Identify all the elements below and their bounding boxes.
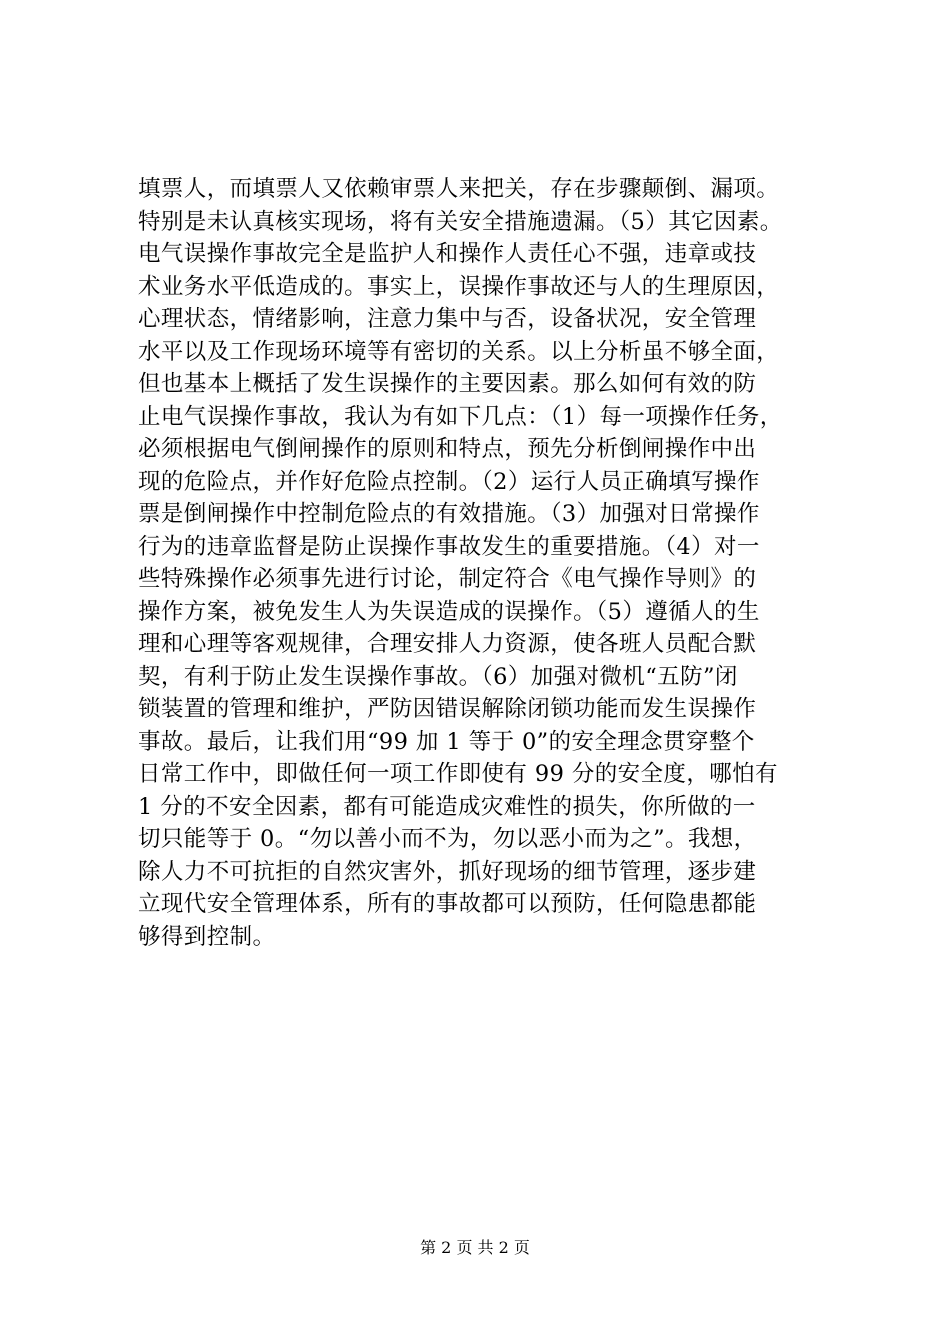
- text-line: 锁装置的管理和维护，严防因错误解除闭锁功能而发生误操作: [138, 696, 757, 722]
- document-body: [138, 173, 838, 953]
- text-line: 切只能等于 0。“勿以善小而不为，勿以恶小而为之”。我想，: [138, 826, 757, 852]
- text-line: 现的危险点，并作好危险点控制。（2）运行人员正确填写操作: [138, 468, 760, 495]
- text-line: 契，有利于防止发生误操作事故。（6）加强对微机“五防”闭: [138, 663, 738, 690]
- text-line: 特别是未认真核实现场，将有关安全措施遗漏。（5）其它因素。: [138, 208, 783, 235]
- text-line: 行为的违章监督是防止误操作事故发生的重要措施。（4）对一: [138, 533, 760, 560]
- text-line: 止电气误操作事故，我认为有如下几点：（1）每一项操作任务，: [138, 403, 783, 430]
- text-line: 除人力不可抗拒的自然灾害外，抓好现场的细节管理，逐步建: [138, 858, 757, 885]
- text-line: 必须根据电气倒闸操作的原则和特点，预先分析倒闸操作中出: [138, 436, 757, 462]
- text-line: 水平以及工作现场环境等有密切的关系。以上分析虽不够全面，: [138, 338, 780, 365]
- text-line: 够得到控制。: [138, 923, 276, 950]
- text-line: 票是倒闸操作中控制危险点的有效措施。（3）加强对日常操作: [138, 501, 760, 527]
- text-line: 填票人，而填票人又依赖审票人来把关，存在步骤颠倒、漏项。: [138, 176, 780, 202]
- page-number-footer: 第 2 页 共 2 页: [420, 1238, 530, 1257]
- text-line: 心理状态，情绪影响，注意力集中与否，设备状况，安全管理: [138, 306, 757, 332]
- text-line: 理和心理等客观规律，合理安排人力资源，使各班人员配合默: [138, 631, 757, 657]
- text-line: 电气误操作事故完全是监护人和操作人责任心不强，违章或技: [138, 241, 757, 267]
- text-line: 些特殊操作必须事先进行讨论，制定符合《电气操作导则》的: [138, 566, 757, 592]
- text-line: 操作方案，被免发生人为失误造成的误操作。（5）遵循人的生: [138, 598, 760, 625]
- text-line: 但也基本上概括了发生误操作的主要因素。那么如何有效的防: [138, 371, 757, 397]
- text-line: 立现代安全管理体系，所有的事故都可以预防，任何隐患都能: [138, 891, 757, 917]
- text-line: 1 分的不安全因素，都有可能造成灾难性的损失，你所做的一: [138, 793, 756, 820]
- text-line: 术业务水平低造成的。事实上，误操作事故还与人的生理原因，: [138, 273, 780, 300]
- text-line: 日常工作中，即做任何一项工作即使有 99 分的安全度，哪怕有: [138, 761, 778, 787]
- text-line: 事故。最后，让我们用“99 加 1 等于 0”的安全理念贯穿整个: [138, 728, 755, 755]
